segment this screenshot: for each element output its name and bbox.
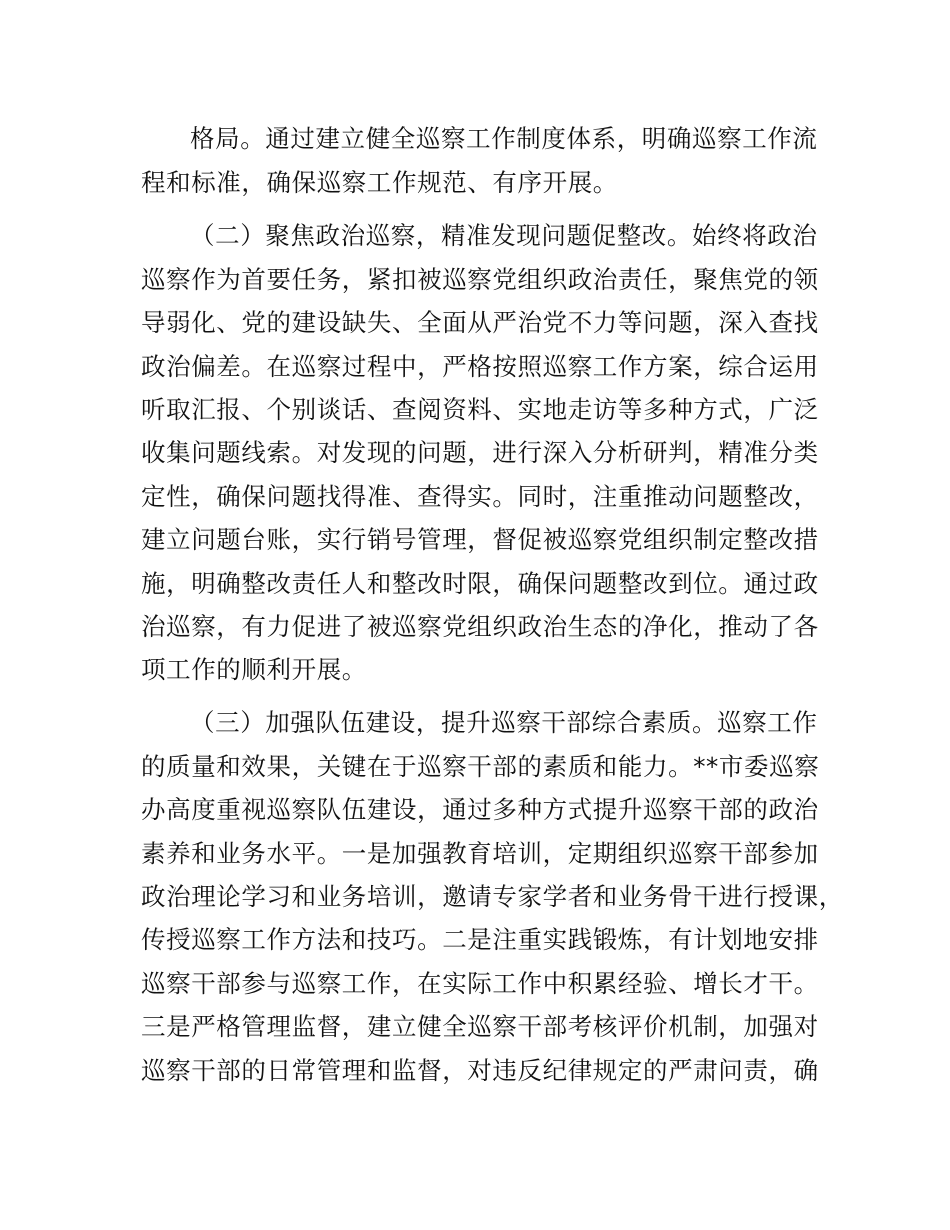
- text-line: 收集问题线索。对发现的问题，进行深入分析研判，精准分类: [141, 438, 819, 467]
- text-line: 程和标准，确保巡察工作规范、有序开展。: [141, 168, 618, 197]
- text-line: 治巡察，有力促进了被巡察党组织政治生态的净化，推动了各: [141, 612, 819, 641]
- paragraph-heading-line: （三）加强队伍建设，提升巡察干部综合素质。巡察工作: [190, 708, 818, 737]
- text-line: 巡察干部的日常管理和监督，对违反纪律规定的严肃问责，确: [141, 1056, 819, 1085]
- text-line: 巡察干部参与巡察工作，在实际工作中积累经验、增长才干。: [141, 969, 819, 998]
- text-line: 素养和业务水平。一是加强教育培训，定期组织巡察干部参加: [141, 839, 819, 868]
- text-line: 施，明确整改责任人和整改时限，确保问题整改到位。通过政: [141, 569, 819, 598]
- paragraph-heading-line: （二）聚焦政治巡察，精准发现问题促整改。始终将政治: [190, 221, 818, 250]
- text-line: 的质量和效果，关键在于巡察干部的素质和能力。**市委巡察: [141, 752, 820, 781]
- text-line: 政治理论学习和业务培训，邀请专家学者和业务骨干进行授课，: [141, 882, 844, 911]
- text-line: 办高度重视巡察队伍建设，通过多种方式提升巡察干部的政治: [141, 795, 819, 824]
- text-line: 导弱化、党的建设缺失、全面从严治党不力等问题，深入查找: [141, 308, 819, 337]
- text-line: 定性，确保问题找得准、查得实。同时，注重推动问题整改，: [141, 482, 819, 511]
- text-line: 巡察作为首要任务，紧扣被巡察党组织政治责任，聚焦党的领: [141, 265, 819, 294]
- text-line: 三是严格管理监督，建立健全巡察干部考核评价机制，加强对: [141, 1012, 819, 1041]
- text-line: 传授巡察工作方法和技巧。二是注重实践锻炼，有计划地安排: [141, 925, 819, 954]
- text-line: 格局。通过建立健全巡察工作制度体系，明确巡察工作流: [190, 124, 818, 153]
- text-line: 项工作的顺利开展。: [141, 655, 367, 684]
- text-line: 听取汇报、个别谈话、查阅资料、实地走访等多种方式，广泛: [141, 395, 819, 424]
- text-line: 政治偏差。在巡察过程中，严格按照巡察工作方案，综合运用: [141, 352, 819, 381]
- text-line: 建立问题台账，实行销号管理，督促被巡察党组织制定整改措: [141, 525, 819, 554]
